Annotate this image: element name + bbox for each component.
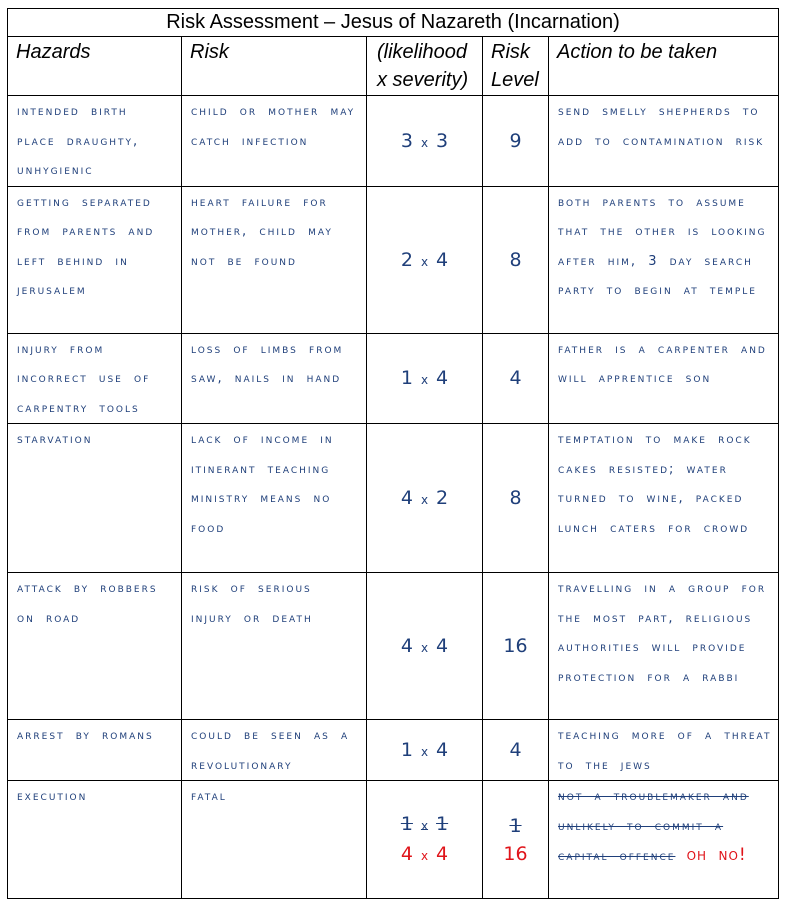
table-row <box>8 424 779 573</box>
header-risk: Risk <box>182 37 367 96</box>
likelihood-severity-cell <box>367 781 483 899</box>
risk-cell: risk of serious injury or death <box>182 573 367 720</box>
likelihood-severity-cell <box>367 186 483 333</box>
revised-severity-value: 4 <box>436 842 449 865</box>
severity-value: 3 <box>436 129 449 152</box>
table-title: Risk Assessment – Jesus of Nazareth (Incarnation) <box>8 9 779 37</box>
hazard-cell: intended birth place draughty, unhygienic <box>8 96 182 187</box>
action-cell: both parents to assume that the other is looking after him, 3 day search party to begin at temple <box>549 186 779 333</box>
action-cell: send smelly shepherds to add to contamination risk <box>549 96 779 187</box>
hazard-cell: attack by robbers on road <box>8 573 182 720</box>
action-cell: teaching more of a threat to the jews <box>549 720 779 781</box>
likelihood-severity-cell <box>367 573 483 720</box>
header-hazards: Hazards <box>8 37 182 96</box>
original-risk-level: 1 <box>509 814 522 837</box>
risk-level-cell: 8 <box>483 186 549 333</box>
risk-cell: could be seen as a revolutionary <box>182 720 367 781</box>
risk-level-cell: 4 <box>483 333 549 424</box>
struck-action-text: not a troublemaker and unlikely to commit a capital offence <box>558 789 749 864</box>
risk-cell: child or mother may catch infection <box>182 96 367 187</box>
original-likelihood-severity <box>367 810 482 840</box>
header-risk-level-line2: Level <box>491 69 539 91</box>
revised-likelihood-severity <box>367 840 482 870</box>
risk-level-cell: 4 <box>483 720 549 781</box>
likelihood-value: 1 <box>400 739 413 761</box>
severity-value: 4 <box>436 248 449 271</box>
multiply-symbol: x <box>420 135 429 150</box>
header-likelihood-line2: x severity) <box>377 69 469 91</box>
risk-assessment-table <box>7 8 779 899</box>
table-row <box>8 186 779 333</box>
original-likelihood-value: 1 <box>400 812 413 835</box>
hazard-cell: injury from incorrect use of carpentry tools <box>8 333 182 424</box>
risk-level-cell: 16 <box>483 573 549 720</box>
table-row <box>8 720 779 781</box>
action-cell: temptation to make rock cakes resisted; water turned to wine, packed lunch caters for crowd <box>549 424 779 573</box>
hazard-cell: arrest by romans <box>8 720 182 781</box>
likelihood-value: 1 <box>400 367 413 390</box>
multiply-symbol: x <box>420 818 429 833</box>
severity-value: 4 <box>436 367 449 390</box>
likelihood-severity-cell <box>367 424 483 573</box>
likelihood-value: 4 <box>400 635 413 657</box>
risk-cell: loss of limbs from saw, nails in hand <box>182 333 367 424</box>
risk-level-cell: 9 <box>483 96 549 187</box>
multiply-symbol: x <box>420 745 429 759</box>
likelihood-value: 4 <box>400 487 413 509</box>
likelihood-value: 3 <box>400 129 413 152</box>
correction-note: oh no! <box>686 845 747 865</box>
hazard-cell: execution <box>8 781 182 899</box>
risk-cell: lack of income in itinerant teaching ministry means no food <box>182 424 367 573</box>
severity-value: 4 <box>436 635 449 657</box>
header-risk-level <box>483 37 549 96</box>
multiply-symbol: x <box>420 493 429 507</box>
revised-risk-level: 16 <box>503 842 528 865</box>
risk-cell: heart failure for mother, child may not be found <box>182 186 367 333</box>
table-row <box>8 96 779 187</box>
likelihood-severity-cell <box>367 720 483 781</box>
likelihood-value: 2 <box>400 248 413 271</box>
action-cell: travelling in a group for the most part, religious authorities will provide protection for a rabbi <box>549 573 779 720</box>
multiply-symbol: x <box>420 254 429 269</box>
header-likelihood-severity <box>367 37 483 96</box>
header-action: Action to be taken <box>549 37 779 96</box>
multiply-symbol: x <box>420 373 429 388</box>
table-row <box>8 781 779 899</box>
risk-level-cell <box>483 781 549 899</box>
action-cell <box>549 781 779 899</box>
header-risk-level-line1: Risk <box>491 41 530 63</box>
table-row <box>8 573 779 720</box>
action-cell: father is a carpenter and will apprentice son <box>549 333 779 424</box>
multiply-symbol: x <box>420 641 429 655</box>
severity-value: 4 <box>436 739 449 761</box>
likelihood-severity-cell <box>367 333 483 424</box>
hazard-cell: starvation <box>8 424 182 573</box>
severity-value: 2 <box>436 487 449 509</box>
risk-cell: fatal <box>182 781 367 899</box>
likelihood-severity-cell <box>367 96 483 187</box>
multiply-symbol: x <box>420 848 429 863</box>
table-row <box>8 333 779 424</box>
header-row <box>8 37 779 96</box>
revised-likelihood-value: 4 <box>400 842 413 865</box>
title-row <box>8 9 779 37</box>
risk-level-cell: 8 <box>483 424 549 573</box>
original-severity-value: 1 <box>436 812 449 835</box>
hazard-cell: getting separated from parents and left behind in jerusalem <box>8 186 182 333</box>
header-likelihood-line1: (likelihood <box>377 41 468 63</box>
